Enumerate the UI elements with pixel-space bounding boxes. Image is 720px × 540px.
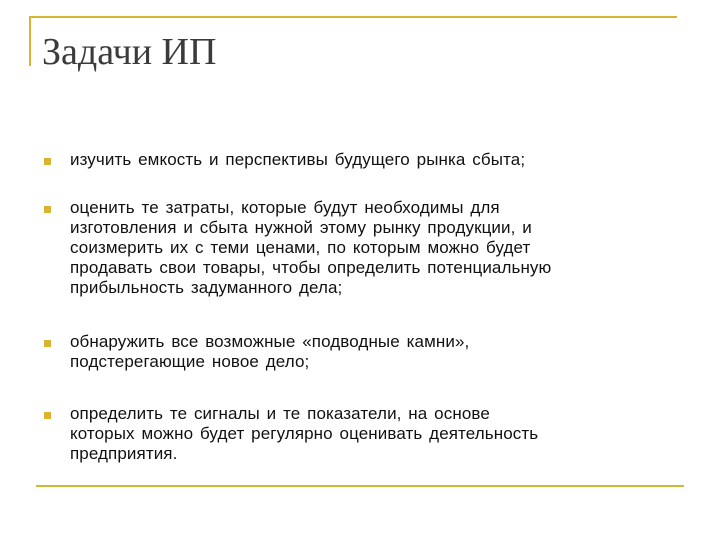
bullet-line: изготовления и сбыта нужной этому рынку продукции, и bbox=[70, 218, 532, 237]
bullet-line: предприятия. bbox=[70, 444, 178, 463]
bullet-line: соизмерить их с теми ценами, по которым можно будет bbox=[70, 238, 531, 257]
bullet-line: продавать свои товары, чтобы определить потенциальную bbox=[70, 258, 552, 277]
bullet-line: которых можно будет регулярно оценивать деятельность bbox=[70, 424, 539, 443]
bullet-text bbox=[70, 332, 682, 372]
bullet-item bbox=[42, 198, 682, 298]
bullet-line: оценить те затраты, которые будут необходимы для bbox=[70, 198, 500, 217]
bottom-divider bbox=[36, 485, 684, 487]
square-bullet-icon bbox=[44, 206, 51, 213]
bullet-text bbox=[70, 404, 682, 464]
slide-title: Задачи ИП bbox=[42, 31, 217, 73]
bullet-line: определить те сигналы и те показатели, на основе bbox=[70, 404, 490, 423]
bullet-list bbox=[42, 150, 682, 478]
square-bullet-icon bbox=[44, 158, 51, 165]
bullet-line: изучить емкость и перспективы будущего рынка сбыта; bbox=[70, 150, 526, 169]
bullet-text bbox=[70, 150, 682, 170]
bullet-line: подстерегающие новое дело; bbox=[70, 352, 310, 371]
bullet-text bbox=[70, 198, 682, 298]
bullet-item bbox=[42, 332, 682, 372]
left-divider bbox=[29, 16, 31, 66]
bullet-item bbox=[42, 404, 682, 464]
square-bullet-icon bbox=[44, 412, 51, 419]
square-bullet-icon bbox=[44, 340, 51, 347]
bullet-line: обнаружить все возможные «подводные камни», bbox=[70, 332, 470, 351]
bullet-item bbox=[42, 150, 682, 170]
bullet-line: прибыльность задуманного дела; bbox=[70, 278, 343, 297]
top-divider bbox=[29, 16, 677, 18]
